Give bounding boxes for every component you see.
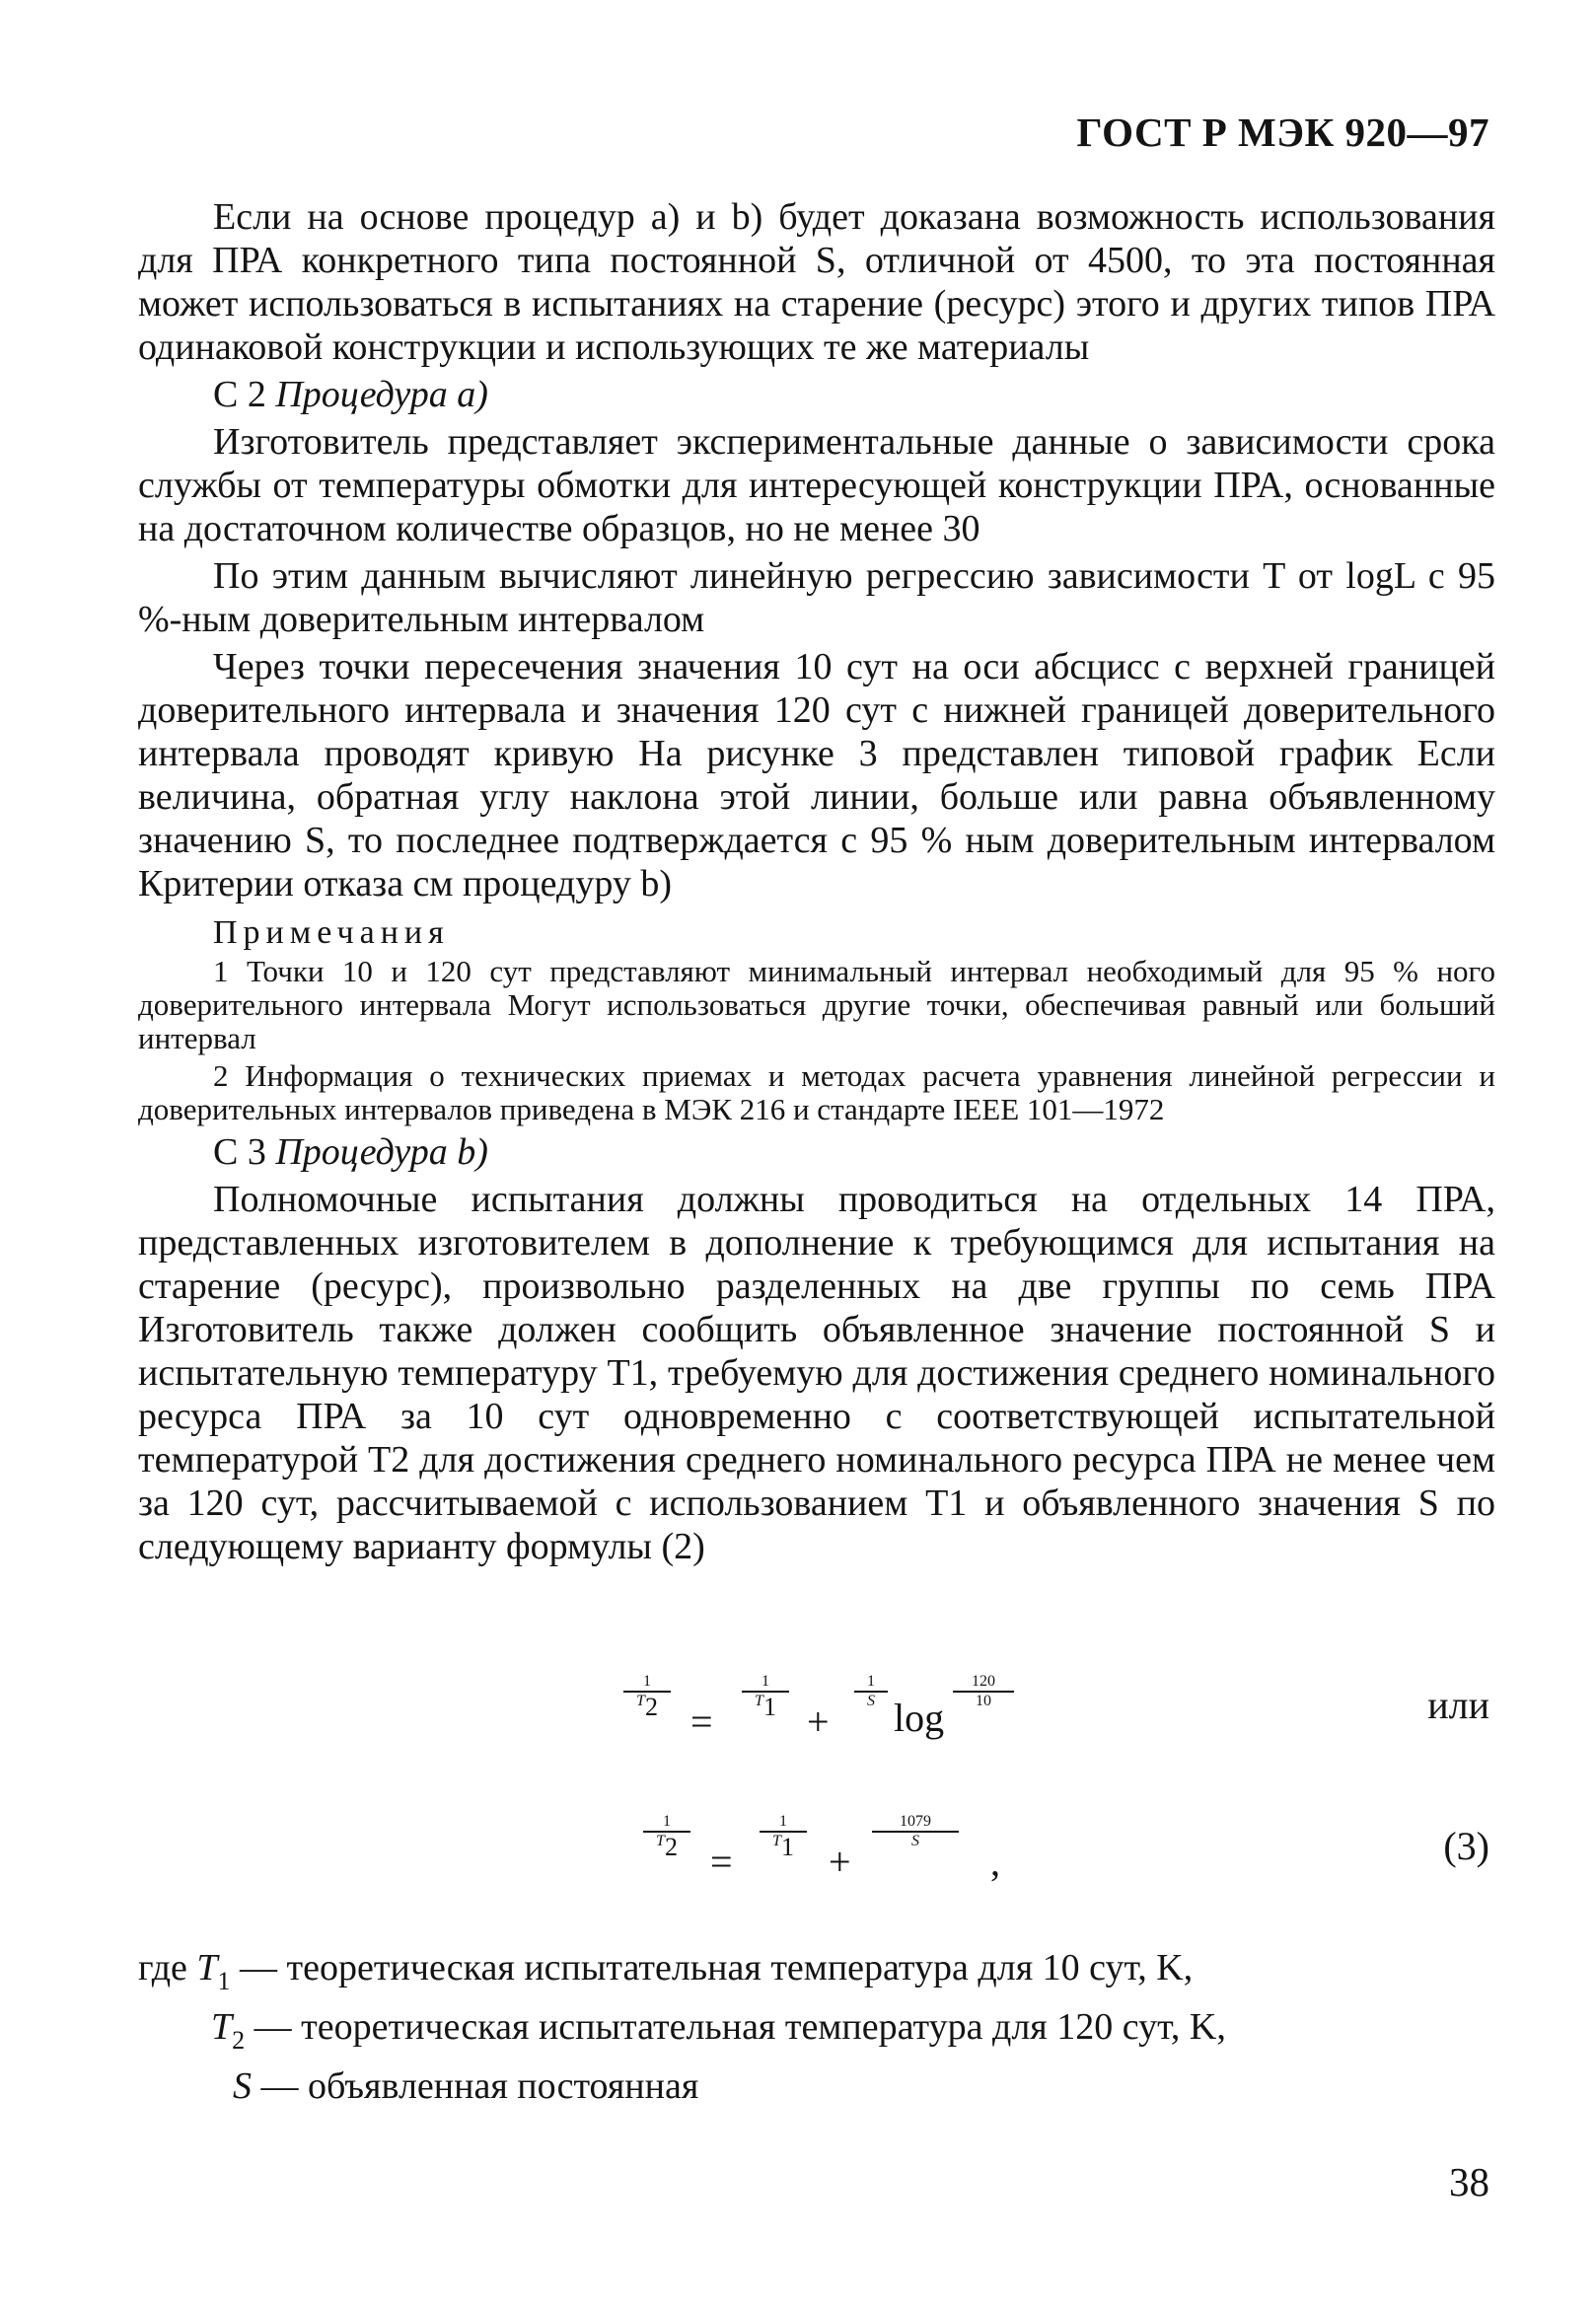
paragraph-regression: По этим данным вычисляют линейную регрессию зависимости T от logL с 95 %-ным доверительным интервалом xyxy=(138,555,1495,640)
variable-definitions xyxy=(138,1945,1495,2109)
standard-header: ГОСТ Р МЭК 920—97 xyxy=(1076,109,1489,155)
formula2-t1: 1 T1 xyxy=(760,1813,807,1862)
formula1-log: log xyxy=(894,1696,945,1740)
where-lead: где xyxy=(138,1947,187,1988)
formula1-lhs: 1 T2 xyxy=(623,1673,671,1722)
paragraph-curve: Через точки пересечения значения 10 сут на оси абсцисс с верхней границей доверительного интервала и значения 120 сут с нижней границей доверительного интервала проводят кривую На рисунке 3 представлен типовой график Если величина, обратная углу наклона этой линии, больше или равна объявленному значению S, то последнее подтверждается с 95 % ным доверительным интервалом Критерии отказа см процедуру b) xyxy=(138,646,1495,904)
section-c2-heading xyxy=(138,373,1495,416)
formula-number: (3) xyxy=(1443,1824,1489,1868)
formula1-equals: = xyxy=(690,1699,713,1744)
formula2-const-over-s: 1079 S xyxy=(872,1813,959,1850)
formula2-equals: = xyxy=(710,1840,733,1884)
notes-title: Примечания xyxy=(213,914,450,951)
definition-s: S — объявленная постоянная xyxy=(233,2065,699,2107)
section-c3-heading xyxy=(138,1130,1495,1174)
formula1-plus: + xyxy=(807,1699,830,1744)
formula1-t1: 1 T1 xyxy=(742,1673,789,1722)
section-c2-number: C 2 xyxy=(213,374,266,415)
paragraph-manufacturer-data: Изготовитель представляет экспериментальные данные о зависимости срока службы от температуры обмотки для интересующей конструкции ПРА, основанные на достаточном количестве образцов, но не менее 30 xyxy=(138,421,1495,549)
formula1-ratio: 120 10 xyxy=(953,1673,1014,1710)
formula1-one-over-s: 1 S xyxy=(854,1673,888,1710)
section-c2-title: Процедура a) xyxy=(275,374,488,415)
section-c3-number: C 3 xyxy=(213,1131,266,1173)
note-1: 1 Точки 10 и 120 сут представляют минимальный интервал необходимый для 95 % ного доверительного интервала Могут использоваться другие точки, обеспечивая равный или больший интервал xyxy=(138,954,1495,1055)
section-c3-title: Процедура b) xyxy=(275,1131,488,1173)
document-body xyxy=(138,195,1495,1572)
formula2-lhs: 1 T2 xyxy=(643,1813,690,1862)
page-number: 38 xyxy=(1449,2159,1489,2205)
definition-t1: где $T_1$ — теоретическая испытательная температура для 10 сут, K, xyxy=(138,1947,1194,1995)
paragraph-intro: Если на основе процедур a) и b) будет доказана возможность использования для ПРА конкретного типа постоянной S, отличной от 4500, то эта постоянная может использоваться в испытаниях на старение (ресурс) этого и других типов ПРА одинаковой конструкции и использующих те же материалы xyxy=(138,196,1495,368)
formula1-or: или xyxy=(1427,1683,1489,1727)
formula2-comma: , xyxy=(990,1840,1000,1884)
note-2: 2 Информация о технических приемах и методах расчета уравнения линейной регрессии и доверительных интервалов приведена в МЭК 216 и стандарте IEEE 101—1972 xyxy=(138,1058,1495,1126)
formula2-plus: + xyxy=(829,1840,851,1884)
paragraph-full-tests: Полномочные испытания должны проводиться на отдельных 14 ПРА, представленных изготовителем в дополнение к требующимся для испытания на старение (ресурс), произвольно разделенных на две группы по семь ПРА Изготовитель также должен сообщить объявленное значение постоянной S и испытательную температуру T1, требуемую для достижения среднего номинального ресурса ПРА за 10 сут одновременно с соответствующей испытательной температурой T2 для достижения среднего номинального ресурса ПРА не менее чем за 120 сут, рассчитываемой с использованием T1 и объявленного значения S по следующему варианту формулы (2) xyxy=(138,1179,1495,1567)
definition-t2: $T_2$ — теоретическая испытательная температура для 120 сут, K, xyxy=(211,2006,1226,2055)
